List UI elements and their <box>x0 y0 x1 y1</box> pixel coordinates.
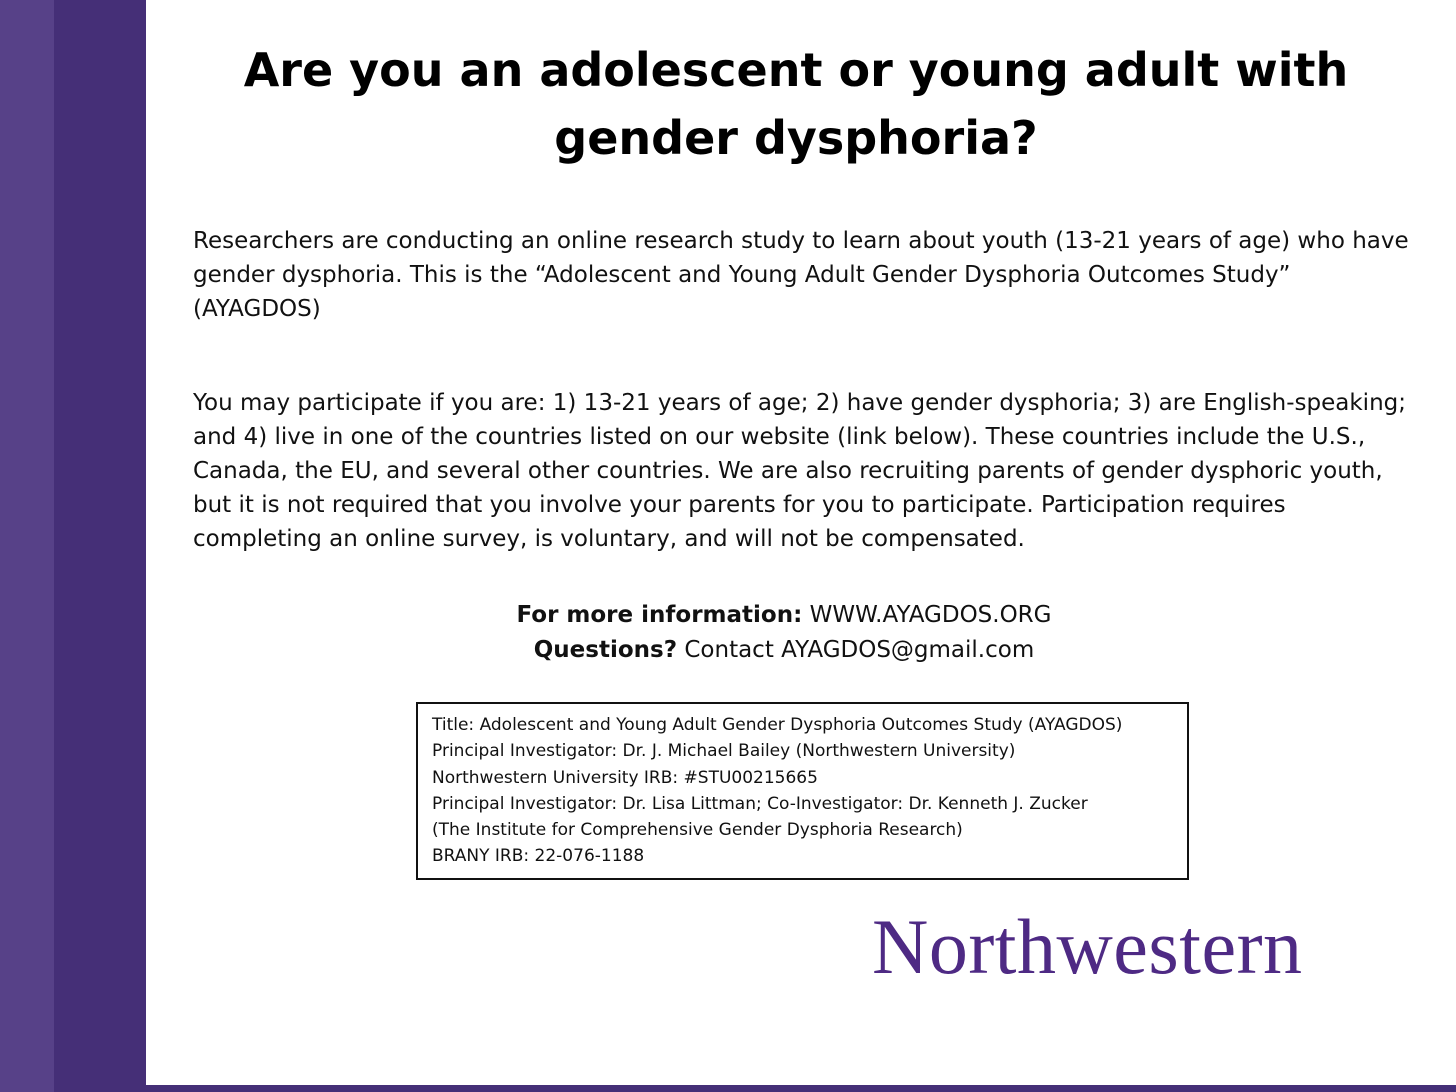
eligibility-paragraph: You may participate if you are: 1) 13-21 years of age; 2) have gender dysphoria; 3) are English-speaking; and 4) live in one of the countries listed on our website (link below). These countries include the U.S., Canada, the EU, and several other countries. We are also recruiting parents of gender dysphoric youth, but it is not required that you involve your parents for you to participate. Participation requires completing an online survey, is voluntary, and will not be compensated. <box>193 390 1407 552</box>
brany-irb: BRANY IRB: 22-076-1188 <box>432 846 645 867</box>
principal-investigator-2: Principal Investigator: Dr. Lisa Littman; Co-Investigator: Dr. Kenneth J. Zucker <box>432 793 1088 814</box>
left-band-dark <box>54 0 146 1092</box>
more-info-label: For more information: <box>516 602 803 628</box>
website-link[interactable]: WWW.AYAGDOS.ORG <box>809 602 1052 628</box>
left-band-light <box>0 0 54 1092</box>
questions-label: Questions? <box>533 637 678 663</box>
bottom-rule <box>146 1085 1456 1092</box>
study-title: Title: Adolescent and Young Adult Gender Dysphoria Outcomes Study (AYAGDOS) <box>432 715 1123 735</box>
contact-email[interactable]: Contact AYAGDOS@gmail.com <box>684 637 1035 663</box>
heading-line-1: Are you an adolescent or young adult with <box>243 43 1349 97</box>
intro-paragraph: Researchers are conducting an online research study to learn about youth (13-21 years of age) who have gender dysphoria. This is the “Adolescent and Young Adult Gender Dysphoria Outcomes Study” (AYAGDOS) <box>193 228 1409 322</box>
northwestern-logo: Northwestern <box>872 903 1303 990</box>
institute-affiliation: (The Institute for Comprehensive Gender Dysphoria Research) <box>432 820 963 841</box>
contact-block <box>146 598 1422 668</box>
flyer-heading <box>146 36 1446 172</box>
more-info-line <box>146 598 1422 633</box>
northwestern-irb: Northwestern University IRB: #STU00215665 <box>432 767 818 788</box>
study-info-box <box>416 702 1189 880</box>
heading-line-2: gender dysphoria? <box>554 111 1038 165</box>
questions-line <box>146 633 1422 668</box>
principal-investigator-1: Principal Investigator: Dr. J. Michael Bailey (Northwestern University) <box>432 741 1016 762</box>
